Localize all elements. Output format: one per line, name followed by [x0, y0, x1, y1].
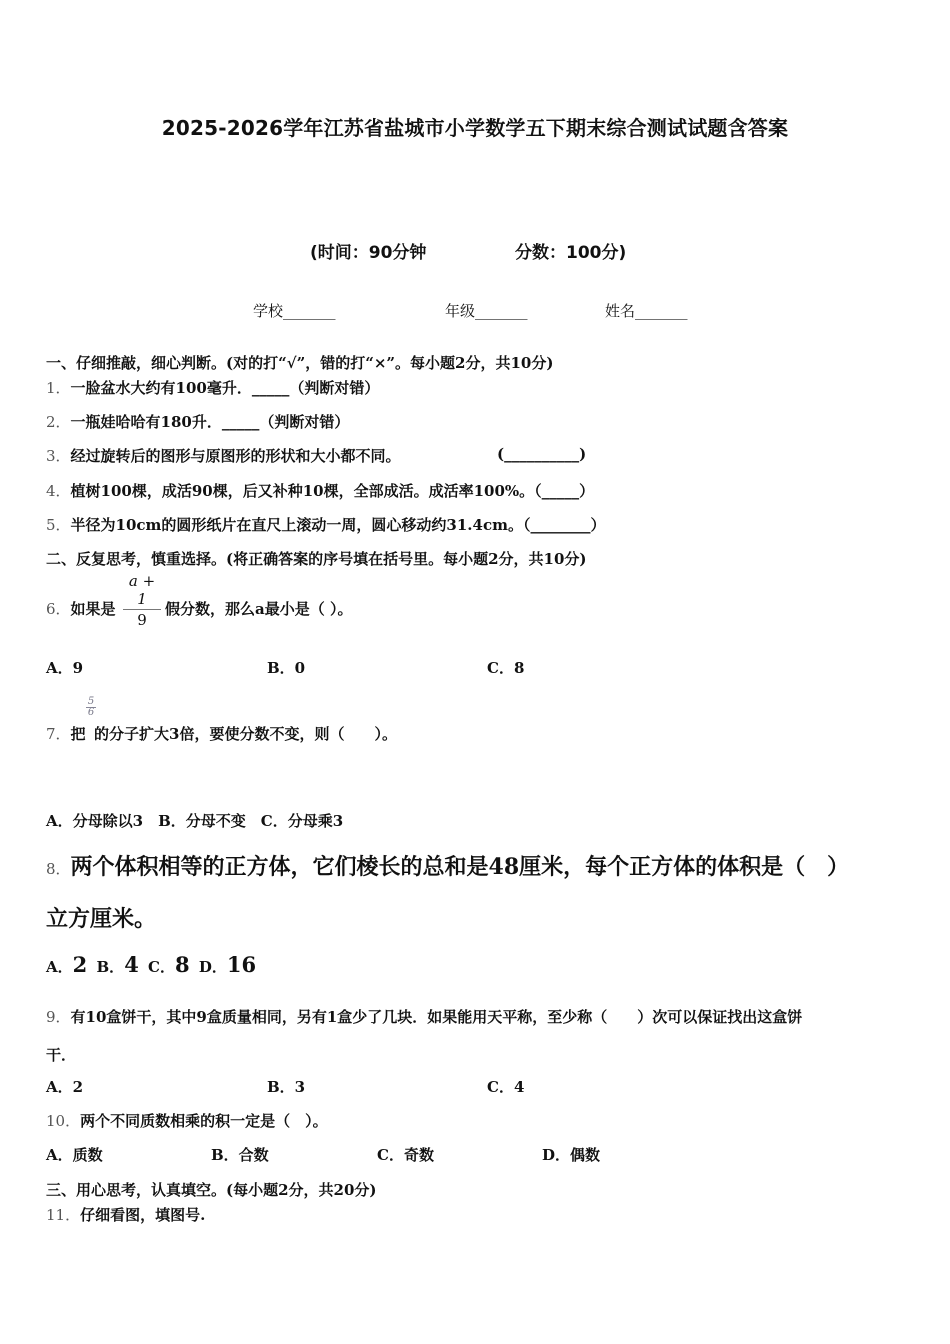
question-9 — [46, 1006, 802, 1027]
question-6 — [46, 598, 116, 619]
option-d: D．偶数 — [542, 1146, 601, 1164]
school-field: 学校_______ — [253, 302, 336, 320]
question-number: 11． — [46, 1206, 81, 1224]
option-c-value: 8 — [175, 952, 190, 977]
question-number: 5． — [46, 516, 71, 534]
page-title: 2025-2026学年江苏省盐城市小学数学五下期末综合测试试题含答案 — [161, 116, 789, 140]
fraction-numerator: a + 1 — [128, 572, 156, 608]
fraction-5-over-6 — [86, 697, 96, 718]
question-9-line2: 干． — [46, 1046, 77, 1064]
question-8 — [46, 850, 849, 881]
question-5 — [46, 514, 605, 535]
option-d-value: 16 — [226, 952, 257, 977]
option-a: A．9 — [46, 659, 84, 677]
option-a-label: A． — [46, 958, 73, 976]
question-number: 10． — [46, 1112, 81, 1130]
question-text: 如果是 — [70, 600, 116, 618]
question-1 — [46, 377, 379, 398]
option-a-value: 2 — [72, 952, 88, 977]
exam-score: 分数：100分) — [515, 243, 627, 263]
exam-time: (时间：90分钟 — [310, 243, 427, 263]
question-text: 把 — [70, 725, 86, 743]
option-b: B．0 — [267, 659, 306, 677]
question-number: 2． — [46, 413, 71, 431]
name-field: 姓名_______ — [605, 302, 688, 320]
question-2 — [46, 411, 349, 432]
question-3-blank: (__________) — [497, 445, 587, 463]
grade-field: 年级_______ — [445, 302, 528, 320]
question-4 — [46, 480, 594, 501]
question-number: 7． — [46, 725, 71, 743]
question-number: 9． — [46, 1008, 71, 1026]
question-7-rest: 的分子扩大3倍，要使分数不变，则（ ）。 — [94, 725, 397, 743]
option-c: C．8 — [487, 659, 525, 677]
question-text: 一脸盆水大约有100毫升．_____（判断对错） — [70, 379, 380, 397]
question-text: 仔细看图，填图号. — [80, 1206, 206, 1224]
option-d-label: D． — [198, 958, 227, 976]
question-11 — [46, 1204, 205, 1225]
question-8-options — [46, 952, 256, 977]
option-a: A．质数 — [46, 1146, 103, 1164]
section-1-heading: 一、仔细推敲，细心判断。(对的打“√”，错的打“×”。每小题2分，共10分) — [46, 354, 554, 372]
question-text: 两个不同质数相乘的积一定是（ ）。 — [80, 1112, 328, 1130]
question-7-options: A．分母除以3 B．分母不变 C．分母乘3 — [46, 812, 344, 830]
fraction-a-plus-1-over-9 — [123, 572, 161, 629]
option-b-label: B． — [96, 958, 125, 976]
option-a: A．2 — [46, 1078, 84, 1096]
option-b: B．合数 — [211, 1146, 269, 1164]
question-text: 两个体积相等的正方体，它们棱长的总和是48厘米，每个正方体的体积是（ ） — [70, 854, 850, 880]
question-number: 8． — [46, 860, 71, 878]
question-6-rest: 假分数，那么a最小是（ ）。 — [165, 600, 353, 618]
question-number: 6． — [46, 600, 71, 618]
option-c: C．4 — [487, 1078, 525, 1096]
fraction-bar — [123, 609, 161, 610]
question-number: 4． — [46, 482, 71, 500]
question-text: 经过旋转后的图形与原图形的形状和大小都不同。 — [70, 447, 401, 465]
option-c: C．奇数 — [377, 1146, 434, 1164]
section-3-heading: 三、用心思考，认真填空。(每小题2分，共20分) — [46, 1181, 377, 1199]
option-b: B．3 — [267, 1078, 306, 1096]
question-number: 1． — [46, 379, 71, 397]
question-8-line2: 立方厘米。 — [46, 906, 157, 932]
question-text: 有10盒饼干，其中9盒质量相同，另有1盒少了几块．如果能用天平称，至少称（ ）次可以保证找出这盒饼 — [70, 1008, 803, 1026]
question-number: 3． — [46, 447, 71, 465]
question-7 — [46, 723, 86, 744]
fraction-numerator: 5 — [87, 696, 95, 707]
fraction-denominator: 9 — [137, 611, 147, 629]
question-text: 一瓶娃哈哈有180升．_____（判断对错） — [70, 413, 350, 431]
fraction-denominator: 6 — [87, 707, 95, 718]
section-2-heading: 二、反复思考，慎重选择。(将正确答案的序号填在括号里。每小题2分，共10分) — [46, 550, 587, 568]
option-b-value: 4 — [124, 952, 139, 977]
question-text: 半径为10cm的圆形纸片在直尺上滚动一周，圆心移动约31.4cm。（________） — [70, 516, 606, 534]
option-c-label: C． — [148, 958, 175, 976]
question-10 — [46, 1110, 328, 1131]
question-text: 植树100棵，成活90棵，后又补种10棵，全部成活。成活率100%。（_____） — [70, 482, 595, 500]
question-3 — [46, 445, 401, 466]
